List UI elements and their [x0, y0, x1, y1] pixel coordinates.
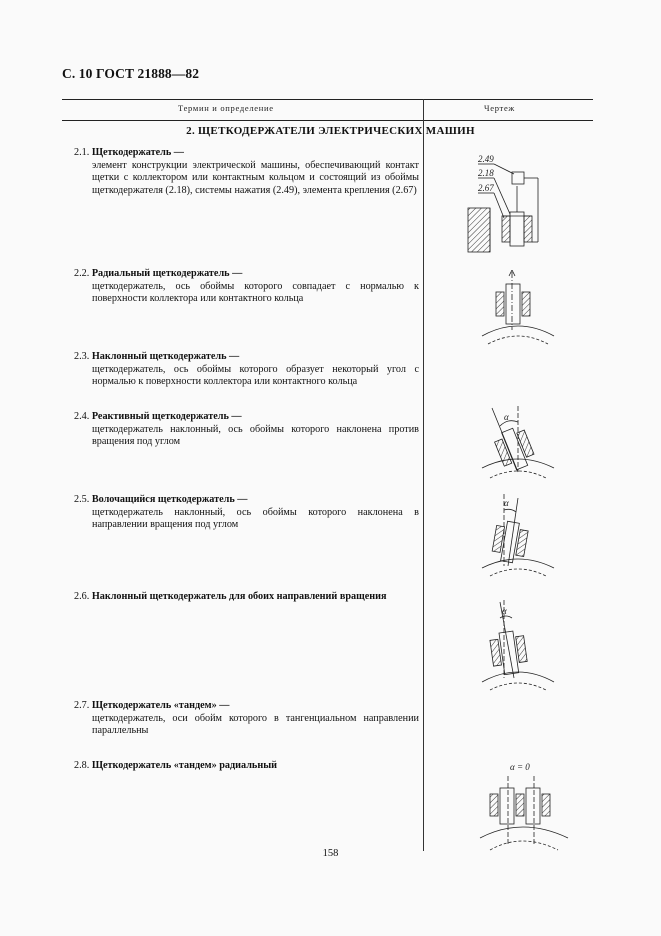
drawing-2-5 [478, 492, 558, 578]
label-2-49: 2.49 [478, 154, 494, 164]
entry-2-7 [74, 700, 419, 738]
drawing-2-6 [478, 596, 558, 692]
entry-term: Щеткодержатель «тандем» — [91, 700, 230, 711]
entry-definition: щеткодержатель, ось обоймы которого образует некоторый угол с нормалью к поверхности коллектора или контактного кольца [92, 363, 419, 388]
entry-number: 2.5. [74, 494, 90, 505]
drawing-2-1 [460, 150, 560, 270]
entry-2-3 [74, 351, 419, 389]
entry-number: 2.4. [74, 411, 90, 422]
alpha-zero-label: α = 0 [510, 762, 530, 772]
drawing-2-8 [476, 760, 572, 856]
entry-2-5 [74, 494, 419, 532]
drawing-2-2 [478, 270, 558, 350]
entry-number: 2.8. [74, 760, 90, 771]
entry-term: Наклонный щеткодержатель для обоих направлений вращения [91, 591, 387, 602]
entry-definition: элемент конструкции электрической машины, обеспечивающий контакт щетки с коллектором или контактным кольцом и состоящий из обоймы щеткодержателя (2.18), системы нажатия (2.49), элемента крепления (2.67) [92, 159, 419, 196]
entry-number: 2.7. [74, 700, 90, 711]
entry-number: 2.2. [74, 268, 90, 279]
entry-definition: щеткодержатель, ось обоймы которого совпадает с нормалью к поверхности коллектора или контактного кольца [92, 280, 419, 305]
entry-2-8 [74, 760, 419, 773]
entry-number: 2.1. [74, 147, 90, 158]
label-2-18: 2.18 [478, 168, 494, 178]
entry-definition: щеткодержатель наклонный, ось обоймы которого наклонена в направлении вращения под углом [92, 506, 419, 531]
label-2-67: 2.67 [478, 183, 494, 193]
entry-term: Волочащийся щеткодержатель — [91, 494, 248, 505]
entry-definition: щеткодержатель, оси обойм которого в тангенциальном направлении параллельны [92, 712, 419, 737]
entry-2-1 [74, 147, 419, 197]
table-header [62, 99, 593, 121]
entry-definition: щеткодержатель наклонный, ось обоймы которого наклонена против вращения под углом [92, 423, 419, 448]
document-header: С. 10 ГОСТ 21888—82 [62, 66, 200, 81]
entry-number: 2.3. [74, 351, 90, 362]
entry-2-4 [74, 411, 419, 449]
column-header-term: Термин и определение [178, 103, 274, 113]
entry-term: Радиальный щеткодержатель — [91, 268, 243, 279]
column-header-drawing: Чертеж [484, 103, 515, 113]
entry-term: Щеткодержатель «тандем» радиальный [91, 760, 278, 771]
entry-2-2 [74, 268, 419, 306]
entry-term: Реактивный щеткодержатель — [91, 411, 242, 422]
section-title: 2. ЩЕТКОДЕРЖАТЕЛИ ЭЛЕКТРИЧЕСКИХ МАШИН [186, 125, 475, 137]
alpha-label: α [502, 606, 507, 616]
alpha-label: α [504, 498, 509, 508]
drawing-2-4 [478, 404, 558, 484]
column-divider [423, 99, 424, 851]
page-number: 158 [322, 848, 339, 859]
entry-term: Щеткодержатель — [91, 147, 184, 158]
entry-2-6 [74, 591, 419, 604]
alpha-label: α [504, 412, 509, 422]
entry-term: Наклонный щеткодержатель — [91, 351, 240, 362]
entry-number: 2.6. [74, 591, 90, 602]
